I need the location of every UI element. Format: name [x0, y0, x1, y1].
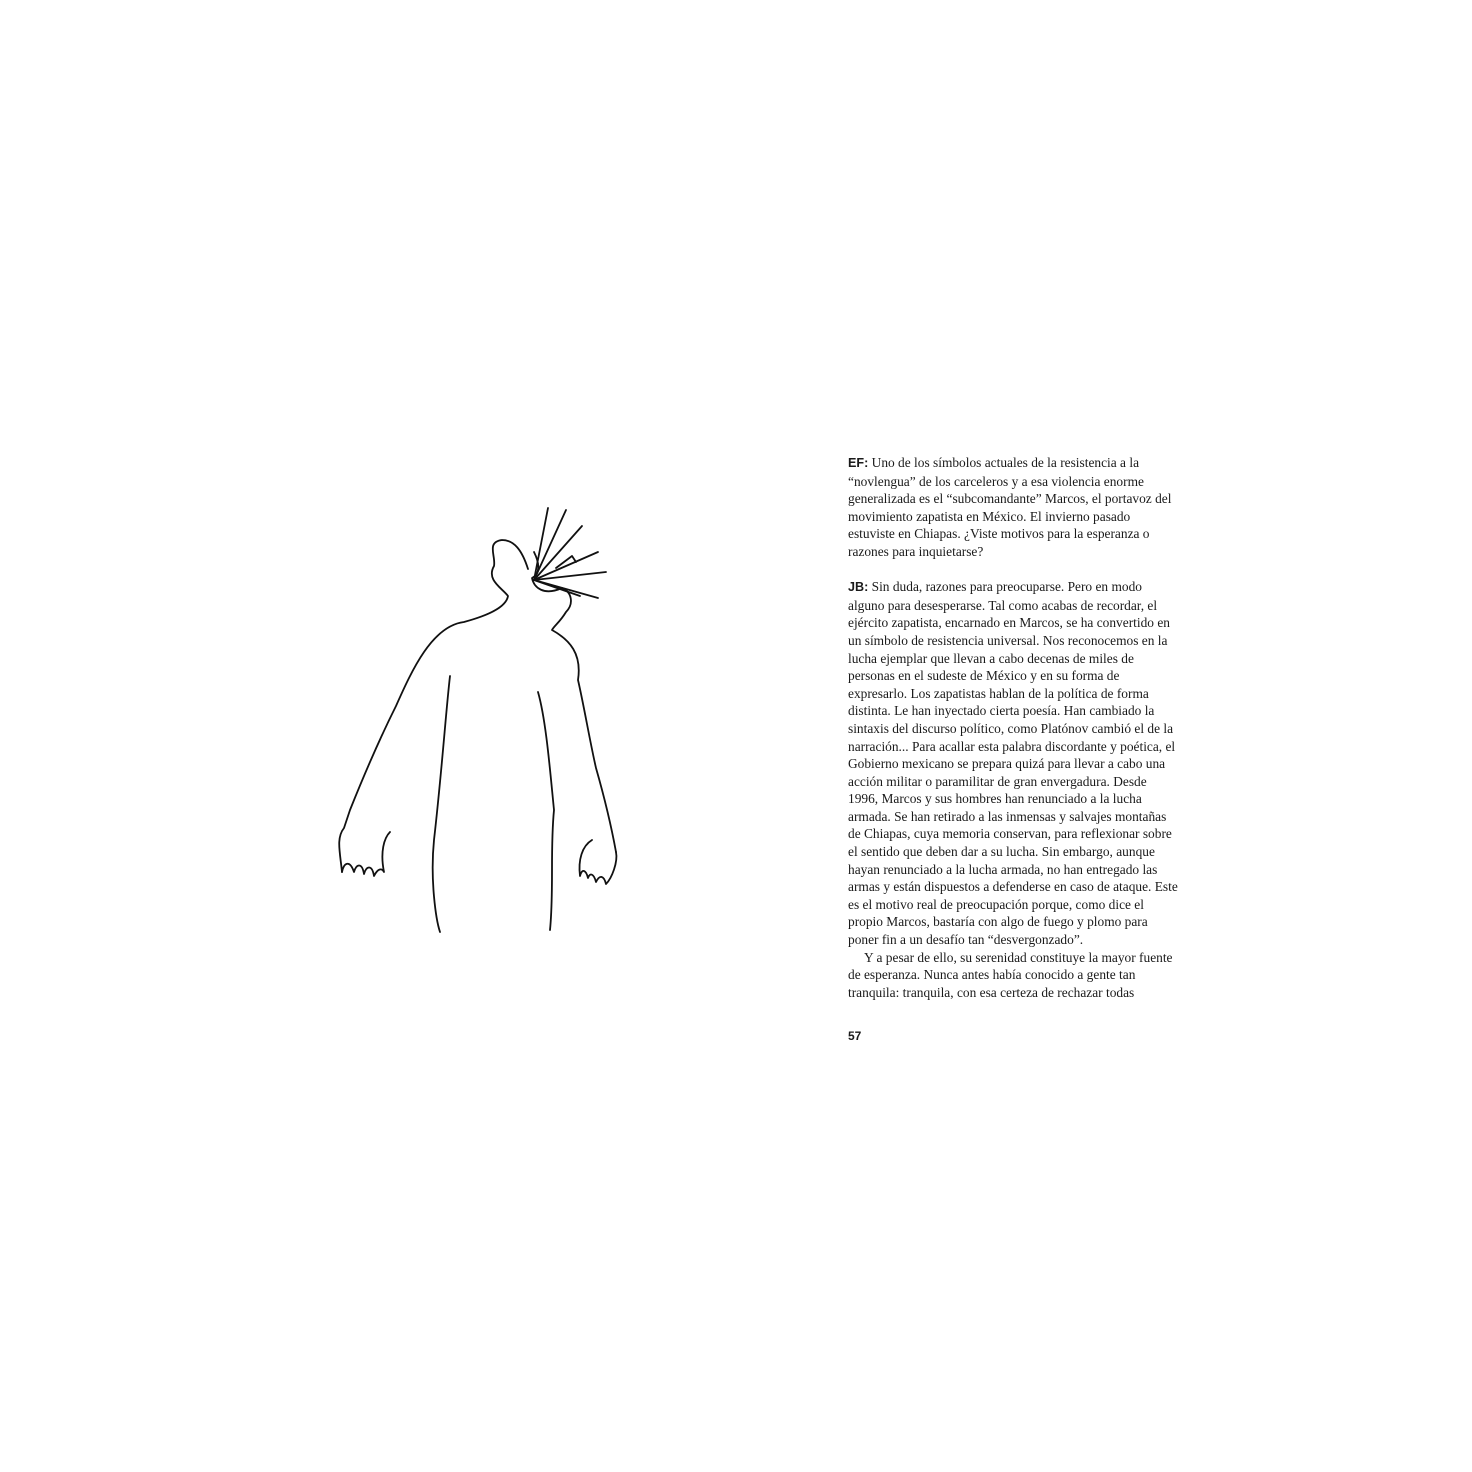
figure-drawing-icon [300, 480, 660, 960]
paragraph-ef [848, 454, 1178, 561]
page-number: 57 [848, 1029, 862, 1043]
paragraph-text: Y a pesar de ello, su serenidad constituye la mayor fuente de esperanza. Nunca antes había conocido a gente tan tranquila: tranquila, con esa certeza de rechazar todas [848, 949, 1173, 1000]
paragraph-jb [848, 578, 1178, 948]
figure-drawing [300, 480, 660, 960]
speaker-label: EF: [848, 456, 869, 470]
body-text [848, 454, 1178, 1001]
paragraph-text: Uno de los símbolos actuales de la resistencia a la “novlengua” de los carceleros y a esa violencia enorme generalizada es el “subcomandante” Marcos, el portavoz del movimiento zapatista en México. El invierno pasado estuviste en Chiapas. ¿Viste motivos para la esperanza o razones para inquietarse? [848, 455, 1172, 559]
paragraph-text: Sin duda, razones para preocuparse. Pero en modo alguno para desesperarse. Tal como acabas de recordar, el ejército zapatista, encarnado en Marcos, se ha convertido en un símbolo de resistencia universal. Nos reconocemos en la lucha ejemplar que llevan a cabo decenas de miles de personas en el sudeste de México y en su forma de expresarlo. Los zapatistas hablan de la política de forma distinta. Le han inyectado cierta poesía. Han cambiado la sintaxis del discurso político, como Platónov cambió el de la narración... Para acallar esta palabra discordante y poética, el Gobierno mexicano se prepara quizá para llevar a cabo una acción militar o paramilitar de gran envergadura. Desde 1996, Marcos y sus hombres han renunciado a la lucha armada. Se han retirado a las inmensas y salvajes montañas de Chiapas, cuya memoria conservan, para reflexionar sobre el sentido que deben dar a su lucha. Sin embargo, aunque hayan renunciado a la lucha armada, no han entregado las armas y están dispuestos a defenderse en caso de ataque. Este es el motivo real de preocupación porque, como dice el propio Marcos, bastaría con algo de fuego y plomo para poner fin a un desafío tan “desvergonzado”. [848, 579, 1178, 948]
paragraph-continuation [848, 949, 1178, 1002]
speaker-label: JB: [848, 580, 869, 595]
